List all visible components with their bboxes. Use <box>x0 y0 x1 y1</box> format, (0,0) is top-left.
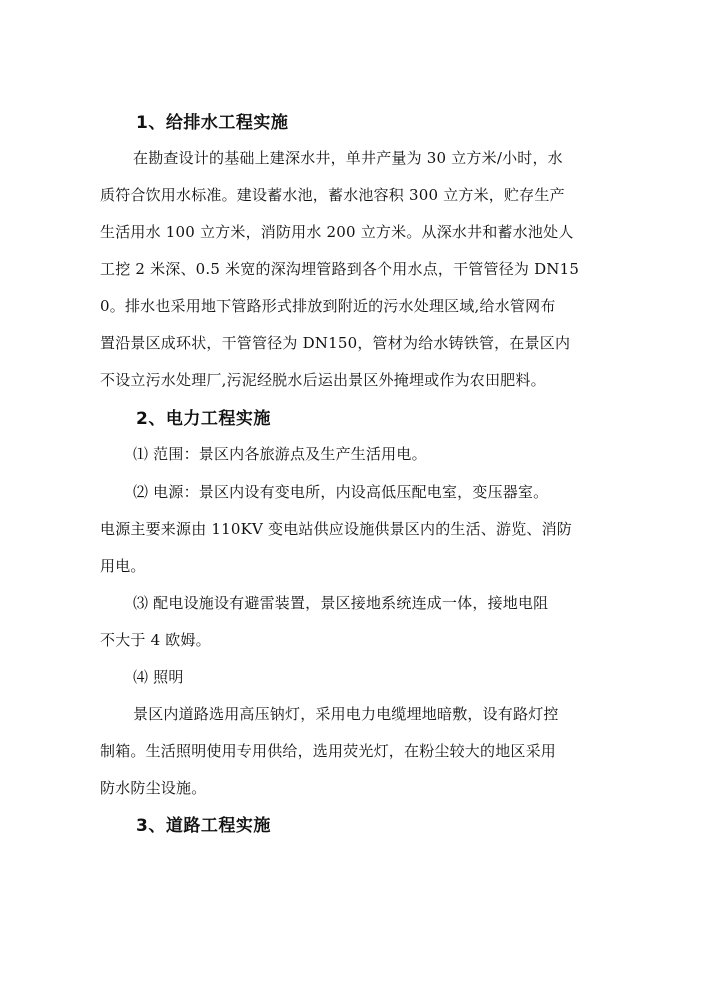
paragraph-line: 0。排水也采用地下管路形式排放到附近的污水处理区域,给水管网布 <box>100 297 556 315</box>
paragraph-line: 不设立污水处理厂,污泥经脱水后运出景区外掩埋或作为农田肥料。 <box>100 371 546 389</box>
list-item-distribution: ⑶ 配电设施设有避雷装置，景区接地系统连成一体，接地电阻 <box>133 594 549 612</box>
list-item-power-source: ⑵ 电源：景区内设有变电所，内设高低压配电室，变压器室。 <box>133 483 549 501</box>
paragraph-line: 质符合饮用水标准。建设蓄水池，蓄水池容积 300 立方米，贮存生产 <box>100 186 565 204</box>
paragraph-line: 防水防尘设施。 <box>100 779 207 797</box>
list-item-lighting: ⑷ 照明 <box>133 668 184 686</box>
section-heading-roads: 3、道路工程实施 <box>136 816 271 836</box>
section-heading-water: 1、给排水工程实施 <box>136 113 289 133</box>
paragraph-line: 用电。 <box>100 557 146 575</box>
paragraph-line: 制箱。生活照明使用专用供给，选用荧光灯，在粉尘较大的地区采用 <box>100 742 557 760</box>
list-item-scope: ⑴ 范围：景区内各旅游点及生产生活用电。 <box>133 445 427 463</box>
paragraph-line: 景区内道路选用高压钠灯，采用电力电缆埋地暗敷，设有路灯控 <box>133 705 559 723</box>
paragraph-line: 电源主要来源由 110KV 变电站供应设施供景区内的生活、游览、消防 <box>100 520 573 538</box>
paragraph-line: 不大于 4 欧姆。 <box>100 631 211 649</box>
paragraph-line: 生活用水 100 立方米，消防用水 200 立方米。从深水井和蓄水池处人 <box>100 223 574 241</box>
paragraph-line: 在勘查设计的基础上建深水井，单井产量为 30 立方米/小时，水 <box>133 149 563 167</box>
paragraph-line: 置沿景区成环状，干管管径为 DN150，管材为给水铸铁管，在景区内 <box>100 334 571 352</box>
section-heading-power: 2、电力工程实施 <box>136 409 271 429</box>
paragraph-line: 工挖 2 米深、0.5 米宽的深沟埋管路到各个用水点，干管管径为 DN15 <box>100 260 580 278</box>
